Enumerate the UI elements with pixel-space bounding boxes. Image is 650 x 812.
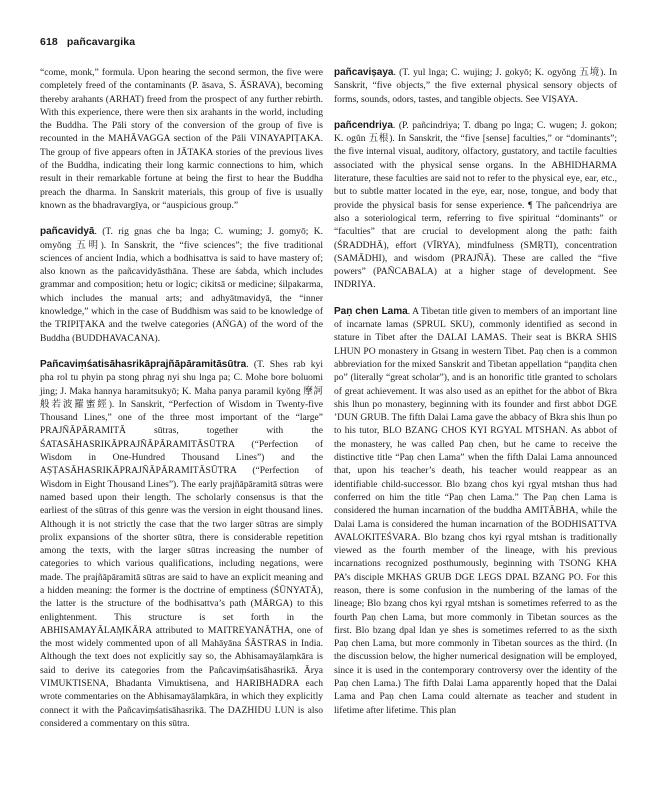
entry-headword: pañcavidyā: [40, 226, 95, 238]
entry-text: . (P. pañcindriya; T. dbang po lnga; C. wugen; J. gokon; K. ogŭn 五根). In Sanskrit, the “five [sense] faculties,” or “dominants”; the five internal visual, auditory, olfactory, gustatory, and tactile faculties associated with the physical sense organs. In the ABHIDHARMA literature, these faculties are said not to refer to the physical eye, ear, etc., but to subtle matter located in the eye, ear, nose, tongue, and body that provide the physical basis for sense experience. ¶ The pañcendriya are also a soteriological term, referring to five spiritual “dominants” or “faculties” that are crucial to development along the path: faith (ŚRADDHĀ), effort (VĪRYA), mindfulness (SMṚTI), concentration (SAMĀDHI), and wisdom (PRAJÑĀ). These are called the “five powers” (PAÑCABALA) at a higher stage of development. See INDRIYA.: [334, 119, 617, 291]
entry-pancavidya: [40, 225, 323, 345]
entry-text: . (T. rig gnas che ba lnga; C. wuming; J. gomyō; K. omyŏng 五明). In Sanskrit, the “five sciences”; the five traditional sciences of ancient India, which a bodhisattva is said to have mastery of; also known as the pañcavidyāsthāna. These are śabda, which includes grammar and composition; hetu or logic; cikitsā or medicine; śilpakarma, which includes the manual arts; and adhyātmavidyā, the “inner knowledge,” which in the case of Buddhism was said to be knowledge of the TRIPIṬAKA and the twelve categories (AṄGA) of the word of the Buddha (BUDDHAVACANA).: [40, 226, 323, 344]
entry-text: . (T. Shes rab kyi pha rol tu phyin pa stong phrag nyi shu lnga pa; C. Mohe bore boluomi jing; J. Maka hannya haramitsukyō; K. Maha panya paramil kyŏng 摩訶般若波羅蜜經). In Sanskrit, “Perfection of Wisdom in Twenty-five Thousand Lines,” one of the three most important of the “large” PRAJÑĀPĀRAMITĀ sūtras, together with the ŚATASĀHASRIKĀPRAJÑĀPĀRAMITĀSŪTRA (“Perfection of Wisdom in One-Hundred Thousand Lines”) and the AṢṬASĀHASRIKĀPRAJÑĀPĀRAMITĀSŪTRA (“Perfection of Wisdom in Eight Thousand Lines”). The early prajñāpāramitā sūtras were named based upon their length. The scholarly consensus is that the earliest of the sūtras of this genre was the version in eight thousand lines. Although it is not strictly the case that the two larger sūtras are simply prolix expansions of the shorter sūtra, there is considerable repetition among the texts, with the larger sūtras increasing the number of categories to which various qualifications, including negations, were made. The prajñāpāramitā sūtras are said to have an explicit meaning and a hidden meaning: the former is the doctrine of emptiness (ŚŪNYATĀ), the latter is the structure of the bodhisattva’s path (MĀRGA) to this enlightenment. This structure is set forth in the ABHISAMAYĀLAṂKĀRA attributed to MAITREYANĀTHA, one of the most widely commented upon of all Mahāyāna ŚĀSTRAS in India. Although the text does not explicitly say so, the Abhisamayālaṃkāra is said to derive its categories from the Pañcaviṃśatisāhasrikā. Ārya VIMUKTISENA, Bhadanta Vimuktisena, and HARIBHADRA each wrote commentaries on the Abhisamayālaṃkāra, in which they explicitly connect it with the Pañcaviṃśatisāhasrikā. The DAZHIDU LUN is also considered a commentary on this sūtra.: [40, 358, 323, 729]
left-column: [40, 66, 323, 730]
entry-headword: pañcendriya: [334, 119, 393, 131]
entry-headword: pañcaviṣaya: [334, 67, 394, 78]
entry-headword: Paṇ chen Lama: [334, 305, 408, 317]
entry-pancendriya: [334, 119, 617, 292]
entry-pancavisaya: [334, 66, 617, 106]
running-header: [40, 36, 135, 48]
entry-text: . (T. yul lnga; C. wujing; J. gokyō; K. ogyŏng 五境). In Sanskrit, “five objects,” the five external physical sensory objects of forms, sounds, odors, tastes, and tangible objects. See VIṢAYA.: [334, 67, 617, 105]
entry-text: . A Tibetan title given to members of an important line of incarnate lamas (SPRUL SKU), commonly identified as second in stature in Tibet after the DALAI LAMAS. Their seat is BKRA SHIS LHUN PO monastery in Gtsang in western Tibet. Paṇ chen is a common abbreviation for the mixed Sanskrit and Tibetan appellation “paṇḍita chen po” (literally “great scholar”), and is an honorific title granted to scholars of great achievement. It was also used as an epithet for the abbot of Bkra shis lhun po monastery, beginning with its founder and first abbot DGE ’DUN GRUB. The fifth Dalai Lama gave the abbacy of Bkra shis lhun po to his tutor, BLO BZANG CHOS KYI RGYAL MTSHAN. As abbot of the monastery, he was called Paṇ chen, but he came to receive the distinctive title “Paṇ chen Lama” when the fifth Dalai Lama announced that, upon his teacher’s death, his teacher would reappear as an identifiable child-successor. Blo bzang chos kyi rgyal mtshan thus had conferred on him the title “Paṇ chen Lama.” The Paṇ chen Lama is considered the human incarnation of the buddha AMITĀBHA, while the Dalai Lama is considered the human incarnation of the BODHISATTVA AVALOKITEŚVARA. Blo bzang chos kyi rgyal mtshan is traditionally viewed as the fourth member of the lineage, with his previous incarnations recognized posthumously, beginning with TSONG KHA PA’s disciple MKHAS GRUB DGE LEGS DPAL BZANG PO. For this reason, there is some confusion in the numbering of the lamas of the lineage; Blo bzang chos kyi rgyal mtshan is sometimes referred to as the fourth Paṇ chen Lama, but more commonly in Tibetan sources as the first. Blo bzang dpal ldan ye shes is sometimes referred to as the sixth Paṇ chen Lama, but more commonly in Tibetan sources as the third. (In the discussion below, the higher numerical designation will be employed, since it is used in the contemporary controversy over the identity of the Paṇ chen Lama.) The fifth Dalai Lama apparently hoped that the Dalai Lama and Paṇ chen Lama could alternate as teacher and student in lifetime after lifetime. This plan: [334, 305, 618, 716]
entry-text: “come, monk,” formula. Upon hearing the second sermon, the five were completely freed of the contaminants (P. āsava, S. ĀSRAVA), becoming thereby arahants (ARHAT) freed from the prospect of any further rebirth. With this experience, there were then six arahants in the world, including the Buddha. The Pāli story of the conversion of the group of five is recounted in the MAHĀVAGGA section of the Pāli VINAYAPIṬAKA. The group of five appears often in JĀTAKA stories of the previous lives of the Buddha, indicating their long karmic connections to him, which result in their remarkable fortune at being the first to hear the Buddha preach the dharma. In Sanskrit materials, this group of five is usually known as the bhadravargīya, or “auspicious group.”: [40, 67, 323, 211]
page-number: 618: [40, 36, 58, 48]
entry-pancavimsati-sutra: [40, 358, 323, 730]
entry-panchen-lama: [334, 305, 617, 717]
entry-headword: Pañcaviṃśatisāhasrikāprajñāpāramitāsūtra: [40, 358, 247, 370]
right-column: [334, 66, 617, 717]
running-title: pañcavargika: [66, 36, 136, 48]
entry-continuation: [40, 66, 323, 212]
